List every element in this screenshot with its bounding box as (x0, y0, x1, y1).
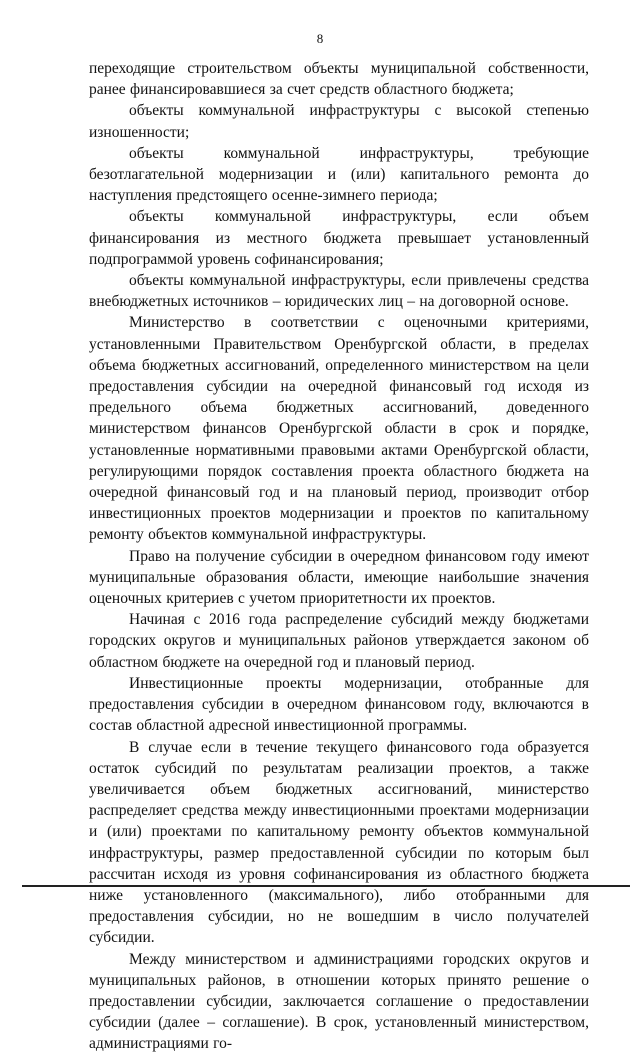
paragraph: Министерство в соответствии с оценочными критериями, установленными Правительством Оренбургской области, в пределах объема бюджетных ассигнований, определенного министерством на цели предоставления субсидии на очередной финансовый год исходя из предельного объема бюджетных ассигнований, доведенного министерством финансов Оренбургской области в срок и порядке, установленные нормативными правовыми актами Оренбургской области, регулирующими порядок составления проекта областного бюджета на очередной финансовый год и на плановый период, производит отбор инвестиционных проектов модернизации и проектов по капитальному ремонту объектов коммунальной инфраструктуры. (89, 314, 589, 544)
paragraph: Инвестиционные проекты модернизации, отобранные для предоставления субсидии в очередном финансовом году, включаются в состав областной адресной инвестиционной программы. (89, 674, 589, 735)
paragraph: объекты коммунальной инфраструктуры, если объем финансирования из местного бюджета превышает установленный подпрограммой уровень софинансирования; (89, 208, 589, 268)
paragraph: переходящие строительством объекты муниципальной собственности, ранее финансировавшиеся за счет средств областного бюджета; (89, 60, 589, 99)
page-number: 8 (316, 31, 324, 46)
paragraph: Право на получение субсидии в очередном финансовом году имеют муниципальные образования области, имеющие наибольшие значения оценочных критериев с учетом приоритетности их проектов. (89, 547, 589, 608)
paragraph: Начиная с 2016 года распределение субсидий между бюджетами городских округов и муниципальных районов утверждается законом об областном бюджете на очередной год и плановый период. (89, 611, 589, 671)
paragraph: В случае если в течение текущего финансового года образуется остаток субсидий по результатам реализации проектов, а также увеличивается объем бюджетных ассигнований, министерство распределяет средства между инвестиционными проектами модернизации и (или) проектами по капитальному ремонту объектов коммунальной инфраструктуры, размер предоставленной субсидии по которым был рассчитан исходя из уровня софинансирования из областного бюджета ниже установленного (максимального), либо отобранными для предоставления субсидии, но не вошедшим в число получателей субсидии. (89, 738, 589, 947)
paragraph: объекты коммунальной инфраструктуры, если привлечены средства внебюджетных источников – юридических лиц – на договорной основе. (89, 272, 589, 311)
document-body (89, 58, 589, 1055)
bottom-divider (22, 885, 630, 887)
paragraph: объекты коммунальной инфраструктуры, требующие безотлагательной модернизации и (или) капитального ремонта до наступления предстоящего осенне-зимнего периода; (89, 144, 589, 205)
paragraph: Между министерством и администрациями городских округов и муниципальных районов, в отношении которых принято решение о предоставлении субсидии, заключается соглашение о предоставлении субсидии (далее – соглашение). В срок, установленный министерством, администрациями го- (89, 950, 589, 1053)
paragraph: объекты коммунальной инфраструктуры с высокой степенью изношенности; (89, 102, 589, 141)
